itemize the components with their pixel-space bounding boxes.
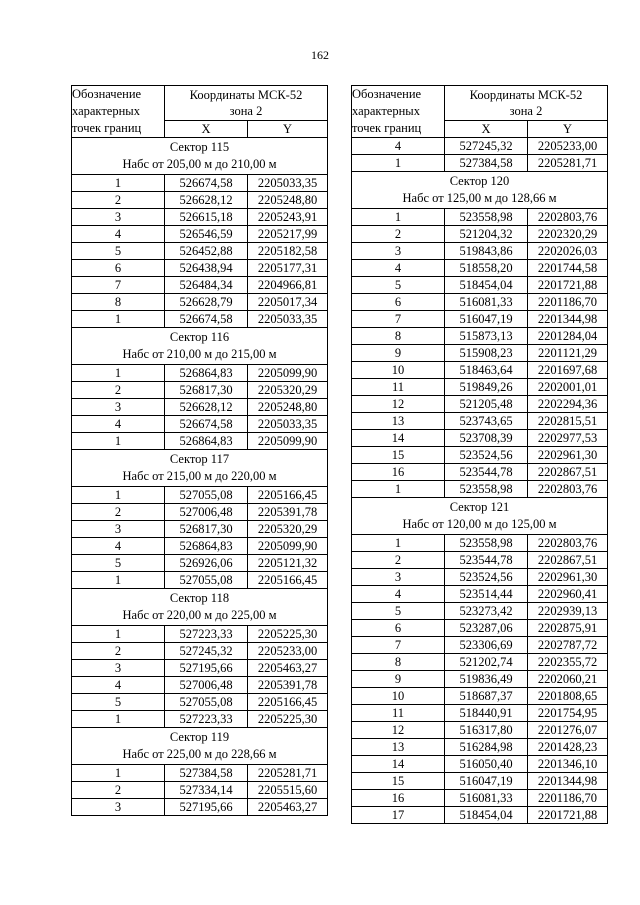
y-coordinate: 2205033,35 [248, 311, 328, 328]
page-number: 162 [311, 48, 329, 62]
y-header: Y [528, 120, 608, 137]
x-coordinate: 526628,79 [165, 294, 248, 311]
point-number: 5 [72, 243, 165, 260]
point-number: 4 [72, 226, 165, 243]
point-number: 1 [72, 487, 165, 504]
table-row [72, 311, 328, 328]
table-row [72, 175, 328, 192]
y-coordinate: 2205017,34 [248, 294, 328, 311]
point-designation-header: Обозначение характерных точек границ [352, 86, 445, 138]
x-coordinate: 526674,58 [165, 311, 248, 328]
x-coordinate: 516284,98 [445, 739, 528, 756]
y-coordinate: 2201344,98 [528, 773, 608, 790]
table-row [352, 138, 608, 155]
y-coordinate: 2205121,32 [248, 555, 328, 572]
x-coordinate: 526484,34 [165, 277, 248, 294]
x-coordinate: 516081,33 [445, 790, 528, 807]
x-coordinate: 526674,58 [165, 175, 248, 192]
x-coordinate: 527384,58 [445, 155, 528, 172]
point-number: 2 [72, 782, 165, 799]
point-number: 2 [72, 382, 165, 399]
x-coordinate: 526817,30 [165, 521, 248, 538]
y-coordinate: 2201697,68 [528, 362, 608, 379]
table-row [72, 765, 328, 782]
point-number: 6 [352, 620, 445, 637]
point-number: 8 [352, 654, 445, 671]
table-row [72, 209, 328, 226]
table-row [352, 430, 608, 447]
table-row [352, 464, 608, 481]
point-number: 4 [72, 416, 165, 433]
sector-elevation-range: Набс от 220,00 м до 225,00 м [122, 608, 277, 622]
x-coordinate: 521205,48 [445, 396, 528, 413]
coordinates-table-right [351, 85, 608, 824]
point-number: 5 [72, 555, 165, 572]
table-row [72, 416, 328, 433]
table-row [352, 620, 608, 637]
point-number: 1 [352, 481, 445, 498]
x-coordinate: 526926,06 [165, 555, 248, 572]
table-row [72, 677, 328, 694]
table-row [72, 626, 328, 643]
table-row [352, 396, 608, 413]
x-coordinate: 516317,80 [445, 722, 528, 739]
point-number: 1 [72, 572, 165, 589]
y-coordinate: 2205248,80 [248, 192, 328, 209]
point-number: 3 [352, 569, 445, 586]
x-coordinate: 523273,42 [445, 603, 528, 620]
x-coordinate: 521204,32 [445, 226, 528, 243]
point-number: 9 [352, 671, 445, 688]
y-coordinate: 2205320,29 [248, 521, 328, 538]
point-number: 4 [352, 260, 445, 277]
x-coordinate: 526438,94 [165, 260, 248, 277]
table-row [72, 192, 328, 209]
y-coordinate: 2205391,78 [248, 677, 328, 694]
point-number: 1 [72, 433, 165, 450]
y-coordinate: 2201744,58 [528, 260, 608, 277]
x-coordinate: 527055,08 [165, 572, 248, 589]
table-row [72, 799, 328, 816]
point-number: 7 [352, 311, 445, 328]
y-coordinate: 2205182,58 [248, 243, 328, 260]
y-coordinate: 2201721,88 [528, 277, 608, 294]
x-coordinate: 519849,26 [445, 379, 528, 396]
sector-elevation-range: Набс от 215,00 м до 220,00 м [122, 469, 277, 483]
y-coordinate: 2205177,31 [248, 260, 328, 277]
y-coordinate: 2202060,21 [528, 671, 608, 688]
point-number: 15 [352, 447, 445, 464]
y-coordinate: 2201276,07 [528, 722, 608, 739]
point-number: 1 [72, 765, 165, 782]
table-row [352, 586, 608, 603]
x-coordinate: 527055,08 [165, 694, 248, 711]
x-coordinate: 526546,59 [165, 226, 248, 243]
y-coordinate: 2205033,35 [248, 416, 328, 433]
y-coordinate: 2201754,95 [528, 705, 608, 722]
table-row [352, 260, 608, 277]
point-number: 3 [72, 399, 165, 416]
sector-title [72, 728, 328, 765]
table-row [72, 243, 328, 260]
point-number: 4 [72, 677, 165, 694]
point-number: 1 [72, 311, 165, 328]
table-row [352, 756, 608, 773]
sector-title [72, 450, 328, 487]
table-row [352, 688, 608, 705]
sector-elevation-range: Набс от 120,00 м до 125,00 м [402, 517, 557, 531]
y-coordinate: 2205243,91 [248, 209, 328, 226]
sector-title [72, 138, 328, 175]
y-coordinate: 2205391,78 [248, 504, 328, 521]
point-number: 4 [352, 586, 445, 603]
x-coordinate: 526817,30 [165, 382, 248, 399]
x-coordinate: 526864,83 [165, 365, 248, 382]
table-row [352, 569, 608, 586]
sector-header-row [72, 328, 328, 365]
table-row [72, 711, 328, 728]
table-row [72, 277, 328, 294]
y-coordinate: 2205233,00 [248, 643, 328, 660]
x-coordinate: 527334,14 [165, 782, 248, 799]
y-coordinate: 2205099,90 [248, 538, 328, 555]
table-row [352, 552, 608, 569]
x-coordinate: 526628,12 [165, 192, 248, 209]
table-row [352, 243, 608, 260]
table-row [72, 504, 328, 521]
table-row [352, 654, 608, 671]
table-row [352, 722, 608, 739]
x-coordinate: 526628,12 [165, 399, 248, 416]
x-coordinate: 526452,88 [165, 243, 248, 260]
table-row [72, 521, 328, 538]
x-coordinate: 518454,04 [445, 807, 528, 824]
table-row [352, 671, 608, 688]
x-coordinate: 523287,06 [445, 620, 528, 637]
coordinate-system-header: Координаты МСК-52 зона 2 [165, 86, 328, 121]
x-coordinate: 523558,98 [445, 481, 528, 498]
point-number: 3 [72, 521, 165, 538]
x-coordinate: 523708,39 [445, 430, 528, 447]
table-row [72, 694, 328, 711]
point-number: 14 [352, 430, 445, 447]
y-coordinate: 2205166,45 [248, 694, 328, 711]
x-coordinate: 527195,66 [165, 660, 248, 677]
table-row [352, 773, 608, 790]
point-number: 4 [72, 538, 165, 555]
point-number: 11 [352, 705, 445, 722]
sector-header-row [72, 450, 328, 487]
table-row [72, 382, 328, 399]
sector-name: Сектор 116 [169, 330, 230, 344]
point-number: 2 [72, 643, 165, 660]
x-coordinate: 527223,33 [165, 711, 248, 728]
y-coordinate: 2205225,30 [248, 626, 328, 643]
x-coordinate: 523743,65 [445, 413, 528, 430]
point-designation-header: Обозначение характерных точек границ [72, 86, 165, 138]
x-coordinate: 527223,33 [165, 626, 248, 643]
y-coordinate: 2205281,71 [248, 765, 328, 782]
point-number: 3 [72, 660, 165, 677]
point-number: 7 [352, 637, 445, 654]
point-number: 6 [352, 294, 445, 311]
point-number: 2 [72, 192, 165, 209]
x-coordinate: 526615,18 [165, 209, 248, 226]
y-coordinate: 2202961,30 [528, 569, 608, 586]
point-number: 6 [72, 260, 165, 277]
y-coordinate: 2202026,03 [528, 243, 608, 260]
x-coordinate: 523558,98 [445, 535, 528, 552]
point-number: 3 [72, 209, 165, 226]
y-coordinate: 2201721,88 [528, 807, 608, 824]
table-row [352, 226, 608, 243]
table-row [72, 555, 328, 572]
y-coordinate: 2205166,45 [248, 487, 328, 504]
sector-title [352, 498, 608, 535]
x-coordinate: 523306,69 [445, 637, 528, 654]
y-coordinate: 2205033,35 [248, 175, 328, 192]
y-coordinate: 2202961,30 [528, 447, 608, 464]
point-number: 5 [352, 603, 445, 620]
point-number: 5 [72, 694, 165, 711]
point-number: 13 [352, 413, 445, 430]
y-coordinate: 2202787,72 [528, 637, 608, 654]
y-coordinate: 2201121,29 [528, 345, 608, 362]
table-row [72, 487, 328, 504]
x-coordinate: 516081,33 [445, 294, 528, 311]
table-row [72, 365, 328, 382]
x-coordinate: 518440,91 [445, 705, 528, 722]
table-row [72, 226, 328, 243]
y-coordinate: 2205166,45 [248, 572, 328, 589]
sector-title [72, 589, 328, 626]
point-number: 3 [352, 243, 445, 260]
y-coordinate: 2201186,70 [528, 790, 608, 807]
x-coordinate: 515873,13 [445, 328, 528, 345]
point-number: 16 [352, 464, 445, 481]
y-coordinate: 2202294,36 [528, 396, 608, 413]
y-coordinate: 2202001,01 [528, 379, 608, 396]
point-number: 4 [352, 138, 445, 155]
x-coordinate: 516047,19 [445, 773, 528, 790]
point-number: 10 [352, 362, 445, 379]
y-coordinate: 2201344,98 [528, 311, 608, 328]
y-coordinate: 2201808,65 [528, 688, 608, 705]
table-row [352, 807, 608, 824]
point-number: 1 [352, 535, 445, 552]
sector-header-row [72, 589, 328, 626]
point-number: 1 [72, 626, 165, 643]
y-coordinate: 2205217,99 [248, 226, 328, 243]
table-row [352, 705, 608, 722]
x-coordinate: 526864,83 [165, 433, 248, 450]
sector-name: Сектор 117 [169, 452, 230, 466]
y-coordinate: 2201186,70 [528, 294, 608, 311]
sector-title [352, 172, 608, 209]
y-coordinate: 2202939,13 [528, 603, 608, 620]
point-number: 13 [352, 739, 445, 756]
table-row [352, 413, 608, 430]
x-coordinate: 523558,98 [445, 209, 528, 226]
table-row [352, 345, 608, 362]
x-coordinate: 518687,37 [445, 688, 528, 705]
y-coordinate: 2202320,29 [528, 226, 608, 243]
y-coordinate: 2205320,29 [248, 382, 328, 399]
coordinate-system-header: Координаты МСК-52 зона 2 [445, 86, 608, 121]
y-coordinate: 2205099,90 [248, 433, 328, 450]
sector-header-row [72, 728, 328, 765]
y-coordinate: 2204966,81 [248, 277, 328, 294]
x-coordinate: 527055,08 [165, 487, 248, 504]
y-coordinate: 2205099,90 [248, 365, 328, 382]
y-coordinate: 2205463,27 [248, 660, 328, 677]
y-coordinate: 2201284,04 [528, 328, 608, 345]
sector-elevation-range: Набс от 125,00 м до 128,66 м [402, 191, 557, 205]
y-coordinate: 2202815,51 [528, 413, 608, 430]
table-row [72, 294, 328, 311]
table-row [352, 603, 608, 620]
y-coordinate: 2202803,76 [528, 481, 608, 498]
table-row [72, 660, 328, 677]
point-number: 11 [352, 379, 445, 396]
table-row [72, 782, 328, 799]
x-coordinate: 519836,49 [445, 671, 528, 688]
table-row [72, 538, 328, 555]
point-number: 14 [352, 756, 445, 773]
x-coordinate: 527245,32 [165, 643, 248, 660]
y-coordinate: 2201346,10 [528, 756, 608, 773]
x-coordinate: 516050,40 [445, 756, 528, 773]
point-number: 10 [352, 688, 445, 705]
y-coordinate: 2205248,80 [248, 399, 328, 416]
point-number: 1 [72, 365, 165, 382]
x-coordinate: 523524,56 [445, 447, 528, 464]
y-coordinate: 2205515,60 [248, 782, 328, 799]
point-number: 15 [352, 773, 445, 790]
y-coordinate: 2205225,30 [248, 711, 328, 728]
sector-name: Сектор 115 [169, 140, 230, 154]
x-coordinate: 516047,19 [445, 311, 528, 328]
coordinates-table-left [71, 85, 328, 816]
point-number: 9 [352, 345, 445, 362]
x-coordinate: 523544,78 [445, 552, 528, 569]
x-coordinate: 527006,48 [165, 504, 248, 521]
y-coordinate: 2205281,71 [528, 155, 608, 172]
y-coordinate: 2205463,27 [248, 799, 328, 816]
table-row [72, 433, 328, 450]
table-row [352, 790, 608, 807]
table-row [72, 260, 328, 277]
y-coordinate: 2201428,23 [528, 739, 608, 756]
x-header: X [165, 120, 248, 137]
y-coordinate: 2202867,51 [528, 552, 608, 569]
table-row [352, 328, 608, 345]
x-coordinate: 527195,66 [165, 799, 248, 816]
sector-name: Сектор 119 [169, 730, 230, 744]
x-coordinate: 523514,44 [445, 586, 528, 603]
table-row [352, 209, 608, 226]
point-number: 5 [352, 277, 445, 294]
y-coordinate: 2202867,51 [528, 464, 608, 481]
point-number: 2 [72, 504, 165, 521]
point-number: 8 [72, 294, 165, 311]
sector-name: Сектор 120 [449, 174, 510, 188]
x-coordinate: 523524,56 [445, 569, 528, 586]
table-row [352, 379, 608, 396]
y-coordinate: 2202977,53 [528, 430, 608, 447]
table-row [352, 294, 608, 311]
sector-header-row [352, 498, 608, 535]
y-coordinate: 2205233,00 [528, 138, 608, 155]
table-row [72, 643, 328, 660]
table-row [352, 481, 608, 498]
y-coordinate: 2202960,41 [528, 586, 608, 603]
sector-title [72, 328, 328, 365]
x-header: X [445, 120, 528, 137]
table-row [72, 399, 328, 416]
point-number: 12 [352, 396, 445, 413]
point-number: 2 [352, 552, 445, 569]
y-coordinate: 2202803,76 [528, 209, 608, 226]
x-coordinate: 527006,48 [165, 677, 248, 694]
x-coordinate: 526674,58 [165, 416, 248, 433]
point-number: 17 [352, 807, 445, 824]
table-row [352, 277, 608, 294]
x-coordinate: 521202,74 [445, 654, 528, 671]
x-coordinate: 527384,58 [165, 765, 248, 782]
point-number: 1 [352, 155, 445, 172]
y-coordinate: 2202803,76 [528, 535, 608, 552]
point-number: 3 [72, 799, 165, 816]
point-number: 12 [352, 722, 445, 739]
table-row [352, 535, 608, 552]
x-coordinate: 518454,04 [445, 277, 528, 294]
point-number: 8 [352, 328, 445, 345]
x-coordinate: 526864,83 [165, 538, 248, 555]
table-row [352, 155, 608, 172]
x-coordinate: 518558,20 [445, 260, 528, 277]
y-header: Y [248, 120, 328, 137]
sector-elevation-range: Набс от 225,00 м до 228,66 м [122, 747, 277, 761]
point-number: 16 [352, 790, 445, 807]
sector-name: Сектор 118 [169, 591, 230, 605]
sector-name: Сектор 121 [449, 500, 510, 514]
sector-elevation-range: Набс от 210,00 м до 215,00 м [122, 347, 277, 361]
table-row [352, 739, 608, 756]
table-row [352, 362, 608, 379]
x-coordinate: 523544,78 [445, 464, 528, 481]
sector-header-row [72, 138, 328, 175]
x-coordinate: 518463,64 [445, 362, 528, 379]
table-row [352, 447, 608, 464]
x-coordinate: 527245,32 [445, 138, 528, 155]
point-number: 2 [352, 226, 445, 243]
point-number: 1 [352, 209, 445, 226]
y-coordinate: 2202875,91 [528, 620, 608, 637]
table-row [352, 311, 608, 328]
y-coordinate: 2202355,72 [528, 654, 608, 671]
point-number: 1 [72, 175, 165, 192]
x-coordinate: 519843,86 [445, 243, 528, 260]
x-coordinate: 515908,23 [445, 345, 528, 362]
table-row [72, 572, 328, 589]
table-row [352, 637, 608, 654]
sector-header-row [352, 172, 608, 209]
point-number: 7 [72, 277, 165, 294]
sector-elevation-range: Набс от 205,00 м до 210,00 м [122, 157, 277, 171]
point-number: 1 [72, 711, 165, 728]
